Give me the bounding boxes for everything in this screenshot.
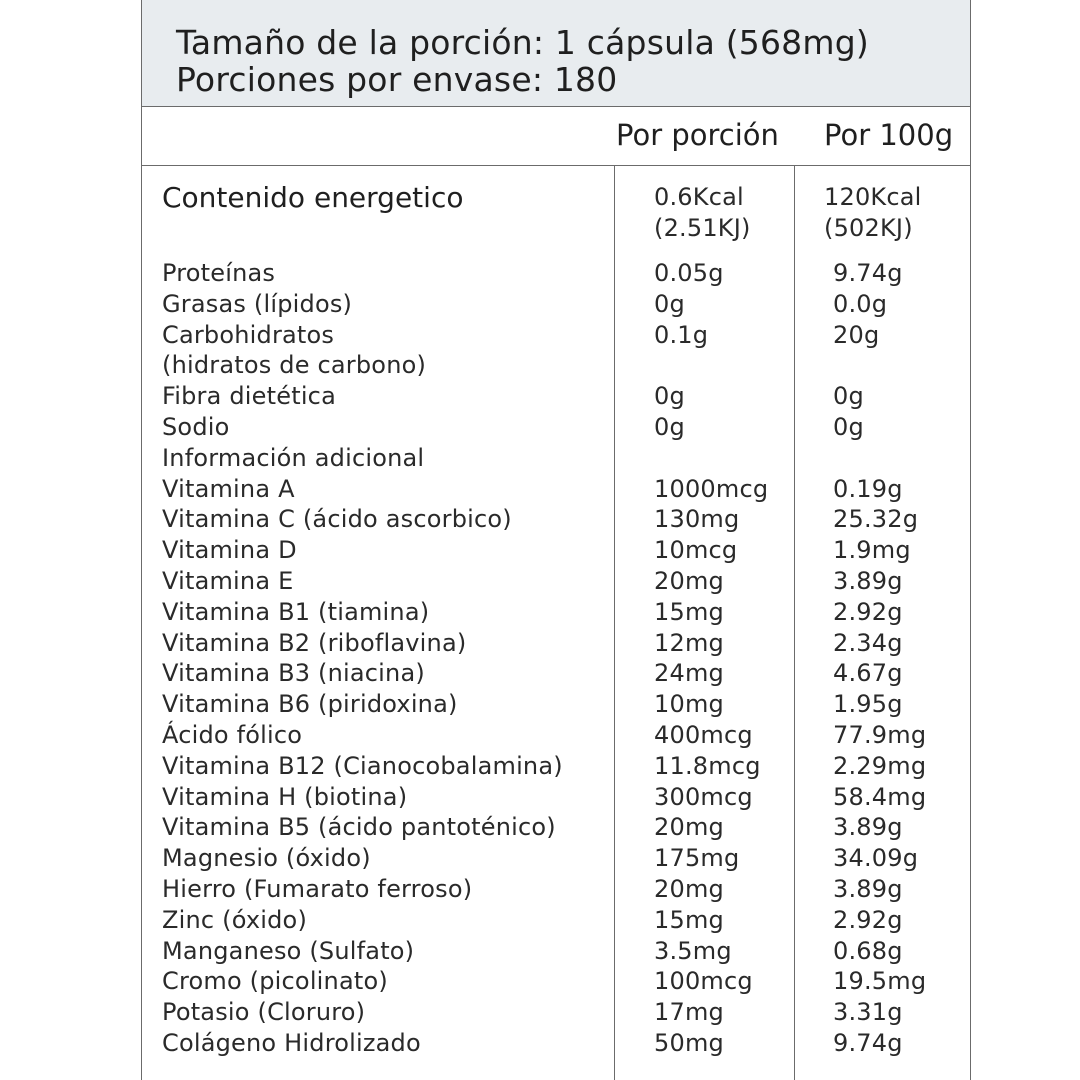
nutrient-name: Potasio (Cloruro) xyxy=(162,998,366,1027)
nutrient-name: Vitamina B2 (riboflavina) xyxy=(162,628,467,657)
energy-per-serving-kcal: 0.6Kcal xyxy=(654,183,744,211)
column-divider-2 xyxy=(794,166,795,1080)
nutrient-per-100g: 2.92g xyxy=(833,597,903,626)
nutrient-per-100g: 1.9mg xyxy=(833,536,911,565)
nutrient-name: Vitamina B1 (tiamina) xyxy=(162,597,430,626)
nutrient-name: Fibra dietética xyxy=(162,382,336,411)
nutrient-name: Información adicional xyxy=(162,443,425,472)
column-header-per-serving: Por porción xyxy=(616,118,779,152)
nutrient-name: Colágeno Hidrolizado xyxy=(162,1029,421,1057)
nutrient-name: Ácido fólico xyxy=(162,721,303,749)
nutrient-name: Manganeso (Sulfato) xyxy=(162,936,415,965)
nutrient-per-serving: 0g xyxy=(654,382,685,411)
serving-size: Tamaño de la porción: 1 cápsula (568mg) xyxy=(176,23,869,62)
nutrient-per-100g: 0.19g xyxy=(833,474,903,503)
nutrient-per-serving: 0g xyxy=(654,289,685,318)
nutrient-per-100g: 2.34g xyxy=(833,628,903,657)
nutrient-per-serving: 130mg xyxy=(654,505,740,534)
nutrient-name: Carbohidratos xyxy=(162,320,335,349)
nutrient-per-serving: 0.05g xyxy=(654,259,724,287)
nutrient-per-serving: 100mcg xyxy=(654,967,753,996)
nutrient-per-serving: 20mg xyxy=(654,813,724,842)
nutrient-name: Hierro (Fumarato ferroso) xyxy=(162,875,473,903)
energy-label: Contenido energetico xyxy=(162,181,464,214)
nutrition-facts-panel xyxy=(141,0,971,1080)
nutrient-per-100g: 77.9mg xyxy=(833,721,927,749)
nutrient-name: Proteínas xyxy=(162,259,276,287)
nutrient-name: Vitamina B12 (Cianocobalamina) xyxy=(162,751,563,780)
nutrient-per-serving: 10mcg xyxy=(654,536,738,565)
nutrient-per-100g: 3.31g xyxy=(833,998,903,1027)
nutrient-per-100g: 2.29mg xyxy=(833,751,927,780)
nutrient-name: Vitamina B5 (ácido pantoténico) xyxy=(162,813,556,842)
serving-info-header xyxy=(142,0,970,107)
nutrient-name: Vitamina D xyxy=(162,536,297,565)
nutrient-name: Vitamina A xyxy=(162,474,295,503)
column-divider-1 xyxy=(614,166,615,1080)
nutrient-name: (hidratos de carbono) xyxy=(162,351,427,380)
servings-per-container: Porciones por envase: 180 xyxy=(176,60,618,99)
nutrient-per-serving: 3.5mg xyxy=(654,936,732,965)
nutrient-per-100g: 58.4mg xyxy=(833,782,927,811)
nutrient-per-serving: 175mg xyxy=(654,844,740,873)
nutrient-name: Zinc (óxido) xyxy=(162,905,308,934)
nutrient-per-serving: 50mg xyxy=(654,1029,724,1057)
nutrient-name: Sodio xyxy=(162,413,230,441)
nutrient-name: Vitamina B3 (niacina) xyxy=(162,659,425,688)
energy-per-100g-kj: (502KJ) xyxy=(824,214,913,242)
nutrient-per-100g: 0.68g xyxy=(833,936,903,965)
nutrient-name: Vitamina C (ácido ascorbico) xyxy=(162,505,512,534)
nutrient-per-100g: 0g xyxy=(833,413,864,441)
nutrient-name: Cromo (picolinato) xyxy=(162,967,388,996)
nutrient-per-100g: 25.32g xyxy=(833,505,919,534)
nutrient-name: Vitamina H (biotina) xyxy=(162,782,408,811)
nutrient-per-serving: 15mg xyxy=(654,597,724,626)
nutrient-per-serving: 11.8mcg xyxy=(654,751,761,780)
nutrient-per-serving: 1000mcg xyxy=(654,474,769,503)
nutrient-name: Vitamina B6 (piridoxina) xyxy=(162,690,458,719)
nutrient-per-serving: 12mg xyxy=(654,628,724,657)
nutrient-per-serving: 20mg xyxy=(654,875,724,903)
nutrient-name: Vitamina E xyxy=(162,567,294,595)
nutrient-per-100g: 0g xyxy=(833,382,864,411)
nutrient-per-100g: 20g xyxy=(833,320,880,349)
nutrient-per-serving: 10mg xyxy=(654,690,724,719)
energy-per-serving-kj: (2.51KJ) xyxy=(654,214,751,242)
nutrient-per-100g: 3.89g xyxy=(833,567,903,595)
nutrient-per-100g: 9.74g xyxy=(833,1029,903,1057)
nutrient-per-100g: 19.5mg xyxy=(833,967,927,996)
nutrient-per-serving: 20mg xyxy=(654,567,724,595)
nutrient-per-100g: 9.74g xyxy=(833,259,903,287)
column-header-per-100g: Por 100g xyxy=(824,118,954,152)
nutrient-per-100g: 3.89g xyxy=(833,813,903,842)
nutrient-per-100g: 4.67g xyxy=(833,659,903,688)
nutrient-name: Grasas (lípidos) xyxy=(162,289,353,318)
nutrient-per-serving: 24mg xyxy=(654,659,724,688)
nutrient-per-serving: 0.1g xyxy=(654,320,709,349)
nutrient-per-serving: 15mg xyxy=(654,905,724,934)
nutrient-per-serving: 17mg xyxy=(654,998,724,1027)
nutrient-per-100g: 1.95g xyxy=(833,690,903,719)
column-headers xyxy=(142,107,970,166)
nutrient-per-serving: 400mcg xyxy=(654,721,753,749)
nutrient-per-serving: 0g xyxy=(654,413,685,441)
nutrient-name: Magnesio (óxido) xyxy=(162,844,371,873)
nutrient-per-100g: 34.09g xyxy=(833,844,919,873)
nutrient-per-serving: 300mcg xyxy=(654,782,753,811)
energy-per-100g-kcal: 120Kcal xyxy=(824,183,922,211)
nutrient-per-100g: 2.92g xyxy=(833,905,903,934)
nutrient-per-100g: 0.0g xyxy=(833,289,888,318)
nutrient-per-100g: 3.89g xyxy=(833,875,903,903)
